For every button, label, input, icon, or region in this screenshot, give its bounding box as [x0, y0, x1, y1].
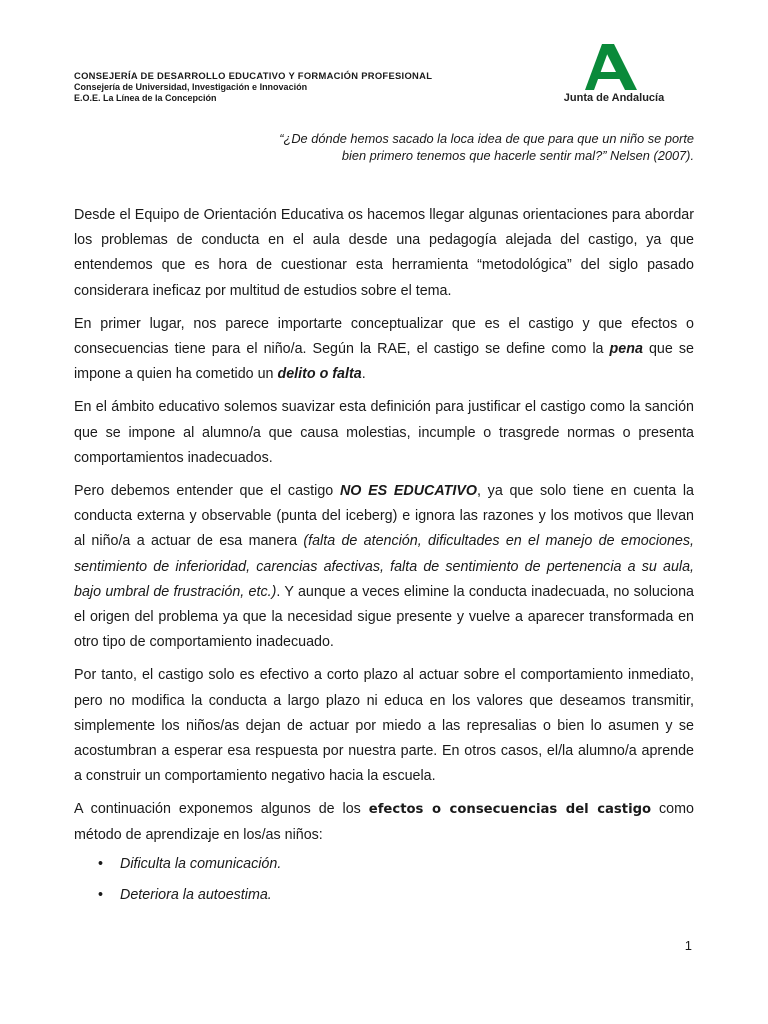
list-item-text: Deteriora la autoestima. — [120, 886, 272, 903]
effects-list — [74, 852, 694, 908]
paragraph-definition-text-a: En primer lugar, nos parece importarte conceptualizar que es el castigo y que efectos o consecuencias tiene para el niño/a. Según la RAE, el castigo se define como la — [74, 315, 694, 358]
paragraph-not-educational — [74, 479, 694, 655]
paragraph-educational-scope: En el ámbito educativo solemos suavizar esta definición para justificar el castigo como la sanción que se impone al alumno/a que causa molestias, incumple o trasgrede normas o presenta comportamientos inadecuados. — [74, 399, 694, 466]
emphasis-delito-o-falta: delito o falta — [277, 366, 362, 383]
paragraph-effects-intro — [74, 797, 694, 847]
bullet-marker: • — [98, 886, 104, 903]
quote-line-2: bien primero tenemos que hacerle sentir mal?” Nelsen (2007). — [341, 148, 694, 163]
emphasis-reasons-list: (falta de atención, dificultades en el manejo de emociones, sentimiento de inferioridad, carencias afectivas, falta de sentimiento de pertenencia a su aula, bajo umbral de frustración, etc.) — [74, 533, 694, 600]
paragraph-definition-text-e: . — [361, 366, 366, 383]
letterhead — [74, 70, 554, 104]
paragraph-not-educational-text-a: Pero debemos entender que el castigo — [74, 483, 340, 500]
header-ministry-line: CONSEJERÍA DE DESARROLLO EDUCATIVO Y FORMACIÓN PROFESIONAL — [74, 70, 433, 81]
epigraph-quote — [214, 130, 694, 164]
paragraph-definition — [74, 312, 694, 388]
paragraph-not-educational-text-e: . Y aunque a veces elimine la conducta inadecuada, no soluciona el origen del problema ya que la necesidad sigue presente y vuelve a aparecer transformada en otro tipo de comportamiento inadecuado. — [74, 583, 694, 651]
paragraph-definition-text-c: que se impone a quien ha cometido un — [74, 341, 695, 383]
paragraph-short-term: Por tanto, el castigo solo es efectivo a corto plazo al actuar sobre el comportamiento inmediato, pero no modifica la conducta a largo plazo ni educa en los valores que deseamos transmitir, simplemente los niños/as dejan de actuar por miedo a las represalias o bien lo asumen y se acostumbran a esperar esa respuesta por nuestra parte. En otros casos, el/la alumno/a aprende a construir un comportamiento negativo hacia la escuela. — [74, 667, 694, 785]
emphasis-no-es-educativo: NO ES EDUCATIVO — [339, 483, 477, 500]
header-department-line: Consejería de Universidad, Investigación e Innovación — [74, 82, 308, 92]
paragraph-effects-intro-text-c: como método de aprendizaje en los/as niños: — [74, 801, 694, 843]
emphasis-pena: pena — [609, 341, 643, 358]
list-item — [74, 852, 694, 877]
header-office-line: E.O.E. La Línea de la Concepción — [74, 93, 217, 103]
list-item-text: Dificulta la comunicación. — [120, 855, 282, 872]
bullet-marker: • — [98, 855, 104, 872]
list-item — [74, 883, 694, 908]
paragraph-not-educational-text-c: , ya que solo tiene en cuenta la conducta externa y observable (punta del iceberg) e ignora las razones y los motivos que llevan al niño/a a actuar de esa manera — [74, 483, 694, 550]
andalucia-a-logo-icon — [585, 44, 643, 90]
emphasis-effects: efectos o consecuencias del castigo — [368, 802, 652, 818]
junta-de-andalucia-logo — [550, 40, 678, 110]
page-number: 1 — [684, 938, 692, 953]
document-body — [74, 203, 694, 914]
logo-caption: Junta de Andalucía — [563, 92, 665, 104]
quote-line-1: “¿De dónde hemos sacado la loca idea de que para que un niño se porte — [279, 131, 694, 146]
paragraph-effects-intro-text-a: A continuación exponemos algunos de los — [74, 801, 369, 818]
paragraph-intro: Desde el Equipo de Orientación Educativa os hacemos llegar algunas orientaciones para abordar los problemas de conducta en el aula desde una pedagogía alejada del castigo, ya que entendemos que es hora de cuestionar esta herramienta “metodológica” del siglo pasado considerara ineficaz por multitud de estudios sobre el tema. — [74, 207, 694, 299]
